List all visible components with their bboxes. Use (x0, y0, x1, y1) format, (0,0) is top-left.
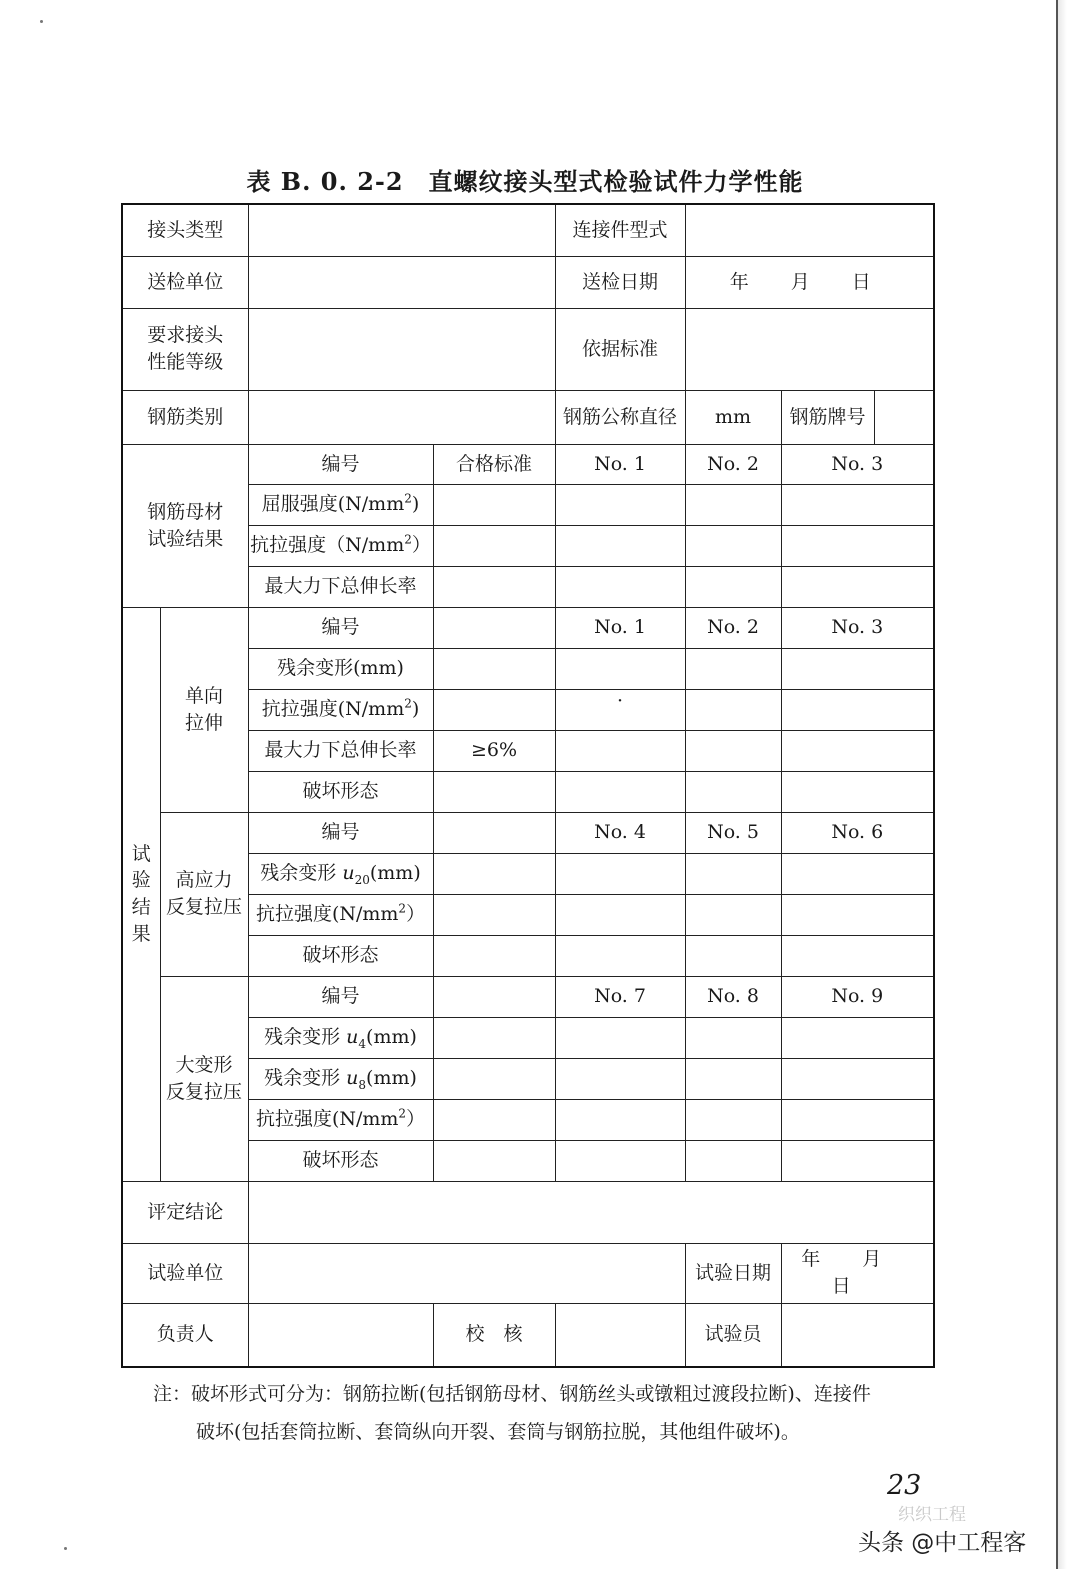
row-label-elongation: 最大力下总伸长率 (248, 730, 433, 771)
performance-grade-label-line2: 性能等级 (147, 351, 224, 373)
table-cell[interactable] (685, 1140, 781, 1181)
table-cell[interactable] (433, 689, 555, 730)
test-date-label: 试验日期 (685, 1243, 781, 1303)
table-cell[interactable] (781, 689, 934, 730)
footnote (153, 1375, 953, 1451)
high-stress-header-row (122, 812, 934, 853)
watermark-faint: 织织工程 (898, 1505, 966, 1525)
joint-type-field[interactable] (248, 204, 555, 256)
row-label-residual-u8: 残余变形 $u_8(mm)$ (248, 1058, 433, 1099)
table-cell[interactable] (781, 1058, 934, 1099)
submitting-unit-label: 送检单位 (122, 256, 248, 308)
table-cell[interactable] (555, 1017, 685, 1058)
review-field[interactable] (555, 1303, 685, 1367)
specimen-header: No. 3 (781, 444, 934, 484)
header-row-joint-type (122, 204, 934, 256)
table-cell[interactable] (555, 730, 685, 771)
table-cell[interactable] (781, 648, 934, 689)
table-cell[interactable] (433, 894, 555, 935)
table-cell[interactable] (433, 1140, 555, 1181)
high-stress-cyclic-label: 高应力 反复拉压 (160, 812, 248, 976)
specimen-header: No. 1 (555, 607, 685, 648)
table-cell[interactable] (685, 484, 781, 525)
watermark: 头条 @中工程客 (858, 1530, 1027, 1556)
conclusion-field[interactable] (248, 1181, 934, 1243)
page-edge (1056, 0, 1080, 1569)
table-cell[interactable] (433, 484, 555, 525)
table-cell[interactable] (685, 1017, 781, 1058)
table-cell[interactable] (433, 525, 555, 566)
table-cell[interactable] (781, 771, 934, 812)
table-cell[interactable] (781, 1017, 934, 1058)
basis-standard-field[interactable] (685, 308, 934, 390)
table-cell[interactable] (555, 525, 685, 566)
col-id-header: 编号 (248, 812, 433, 853)
table-cell[interactable] (433, 566, 555, 607)
specimen-header: No. 4 (555, 812, 685, 853)
table-cell[interactable] (781, 853, 934, 894)
table-cell[interactable] (781, 525, 934, 566)
table-cell[interactable] (555, 566, 685, 607)
table-cell[interactable] (433, 1017, 555, 1058)
conclusion-row (122, 1181, 934, 1243)
table-cell[interactable] (685, 894, 781, 935)
table-cell[interactable] (433, 853, 555, 894)
performance-grade-label-line1: 要求接头 (147, 324, 224, 347)
header-row-submit (122, 256, 934, 308)
table-cell[interactable] (433, 1099, 555, 1140)
table-cell[interactable] (555, 935, 685, 976)
test-form-table (121, 203, 935, 1368)
specimen-header: No. 7 (555, 976, 685, 1017)
table-cell[interactable] (685, 935, 781, 976)
nominal-diameter-unit: mm (685, 390, 781, 444)
col-standard-header: 合格标准 (433, 444, 555, 484)
test-results-section-label: 试 验 结 果 (122, 607, 160, 1181)
rebar-brand-field[interactable] (874, 390, 934, 444)
connector-type-label: 连接件型式 (555, 204, 685, 256)
row-label-failure-mode: 破坏形态 (248, 935, 433, 976)
test-unit-label: 试验单位 (122, 1243, 248, 1303)
table-cell[interactable] (433, 812, 555, 853)
table-cell[interactable] (433, 1058, 555, 1099)
footnote-line1: 注：破坏形式可分为：钢筋拉断(包括钢筋母材、钢筋丝头或镦粗过渡段拉断)、连接件 (153, 1383, 871, 1405)
uniaxial-tension-label: 单向 拉伸 (160, 607, 248, 812)
basis-standard-label: 依据标准 (555, 308, 685, 390)
submit-date-field[interactable]: 年 月 日 (685, 256, 934, 308)
table-cell[interactable] (781, 935, 934, 976)
tester-label: 试验员 (685, 1303, 781, 1367)
elongation-standard-value: ≥6% (433, 730, 555, 771)
table-cell[interactable] (685, 1099, 781, 1140)
table-cell[interactable] (555, 689, 685, 730)
specimen-header: No. 3 (781, 607, 934, 648)
uniaxial-header-row (122, 607, 934, 648)
table-cell[interactable] (685, 771, 781, 812)
table-cell[interactable] (685, 525, 781, 566)
scan-speck (64, 1547, 67, 1550)
col-id-header: 编号 (248, 976, 433, 1017)
signature-row (122, 1303, 934, 1367)
header-row-grade (122, 308, 934, 390)
table-cell[interactable] (685, 1058, 781, 1099)
table-cell[interactable] (781, 730, 934, 771)
specimen-header: No. 6 (781, 812, 934, 853)
table-cell[interactable] (555, 853, 685, 894)
table-cell[interactable] (433, 976, 555, 1017)
submitting-unit-field[interactable] (248, 256, 555, 308)
table-cell[interactable] (555, 1099, 685, 1140)
table-cell[interactable] (781, 1140, 934, 1181)
joint-type-label: 接头类型 (122, 204, 248, 256)
conclusion-label: 评定结论 (122, 1181, 248, 1243)
table-cell[interactable] (685, 730, 781, 771)
row-label-tensile-strength: 抗拉强度$(N/mm^2)$ (248, 894, 433, 935)
row-label-residual-u4: 残余变形 $u_4(mm)$ (248, 1017, 433, 1058)
specimen-header: No. 5 (685, 812, 781, 853)
row-label-residual-u20: 残余变形 $u_{20}(mm)$ (248, 853, 433, 894)
row-label-tensile-strength: 抗拉强度$(N/mm^2)$ (248, 689, 433, 730)
scan-dot-mark: · (616, 690, 624, 713)
large-deformation-header-row (122, 976, 934, 1017)
row-label-tensile-strength: 抗拉强度$(N/mm^2)$ (248, 1099, 433, 1140)
tester-field[interactable] (781, 1303, 934, 1367)
row-label-failure-mode: 破坏形态 (248, 771, 433, 812)
performance-grade-label (122, 308, 248, 390)
row-label-yield-strength: 屈服强度$(N/mm^2)$ (248, 484, 433, 525)
responsible-field[interactable] (248, 1303, 433, 1367)
row-label-elongation: 最大力下总伸长率 (248, 566, 433, 607)
review-label: 校 核 (433, 1303, 555, 1367)
table-cell[interactable] (781, 894, 934, 935)
table-cell[interactable] (685, 689, 781, 730)
row-label-tensile-strength: 抗拉强度$(N/mm^2)$ (248, 525, 433, 566)
table-cell[interactable] (685, 853, 781, 894)
test-unit-row (122, 1243, 934, 1303)
specimen-header: No. 2 (685, 607, 781, 648)
table-cell[interactable] (685, 648, 781, 689)
rebar-category-label: 钢筋类别 (122, 390, 248, 444)
table-cell[interactable] (555, 1058, 685, 1099)
table-cell[interactable] (555, 484, 685, 525)
connector-type-field[interactable] (685, 204, 934, 256)
footnote-line2: 破坏(包括套筒拉断、套筒纵向开裂、套筒与钢筋拉脱，其他组件破坏)。 (196, 1421, 800, 1443)
table-cell[interactable] (555, 771, 685, 812)
base-material-label-line1: 钢筋母材 (147, 500, 224, 523)
col-id-header: 编号 (248, 607, 433, 648)
table-cell[interactable] (433, 648, 555, 689)
specimen-header: No. 1 (555, 444, 685, 484)
row-label-residual-deformation: 残余变形(mm) (248, 648, 433, 689)
test-unit-field[interactable] (248, 1243, 685, 1303)
rebar-category-field[interactable] (248, 390, 555, 444)
table-cell[interactable] (555, 1140, 685, 1181)
scan-speck (40, 20, 43, 23)
table-cell[interactable] (555, 648, 685, 689)
base-material-header-row (122, 444, 934, 484)
table-cell[interactable] (781, 484, 934, 525)
submit-date-label: 送检日期 (555, 256, 685, 308)
base-material-label-line2: 试验结果 (147, 527, 224, 550)
table-cell[interactable] (433, 607, 555, 648)
row-label-failure-mode: 破坏形态 (248, 1140, 433, 1181)
table-cell[interactable] (685, 566, 781, 607)
base-material-section-label (122, 444, 248, 607)
nominal-diameter-label: 钢筋公称直径 (555, 390, 685, 444)
header-row-rebar (122, 390, 934, 444)
table-cell[interactable] (781, 566, 934, 607)
responsible-label: 负责人 (122, 1303, 248, 1367)
specimen-header: No. 2 (685, 444, 781, 484)
specimen-header: No. 9 (781, 976, 934, 1017)
test-date-field[interactable]: 年 月 日 (781, 1243, 934, 1303)
performance-grade-field[interactable] (248, 308, 555, 390)
col-id-header: 编号 (248, 444, 433, 484)
table-cell[interactable] (433, 771, 555, 812)
specimen-header: No. 8 (685, 976, 781, 1017)
page-number: 23 (887, 1470, 922, 1501)
table-title: 表 B. 0. 2-2 直螺纹接头型式检验试件力学性能 (246, 167, 804, 196)
large-deformation-cyclic-label: 大变形 反复拉压 (160, 976, 248, 1181)
table-cell[interactable] (555, 894, 685, 935)
rebar-brand-label: 钢筋牌号 (781, 390, 874, 444)
table-cell[interactable] (781, 1099, 934, 1140)
table-cell[interactable] (433, 935, 555, 976)
